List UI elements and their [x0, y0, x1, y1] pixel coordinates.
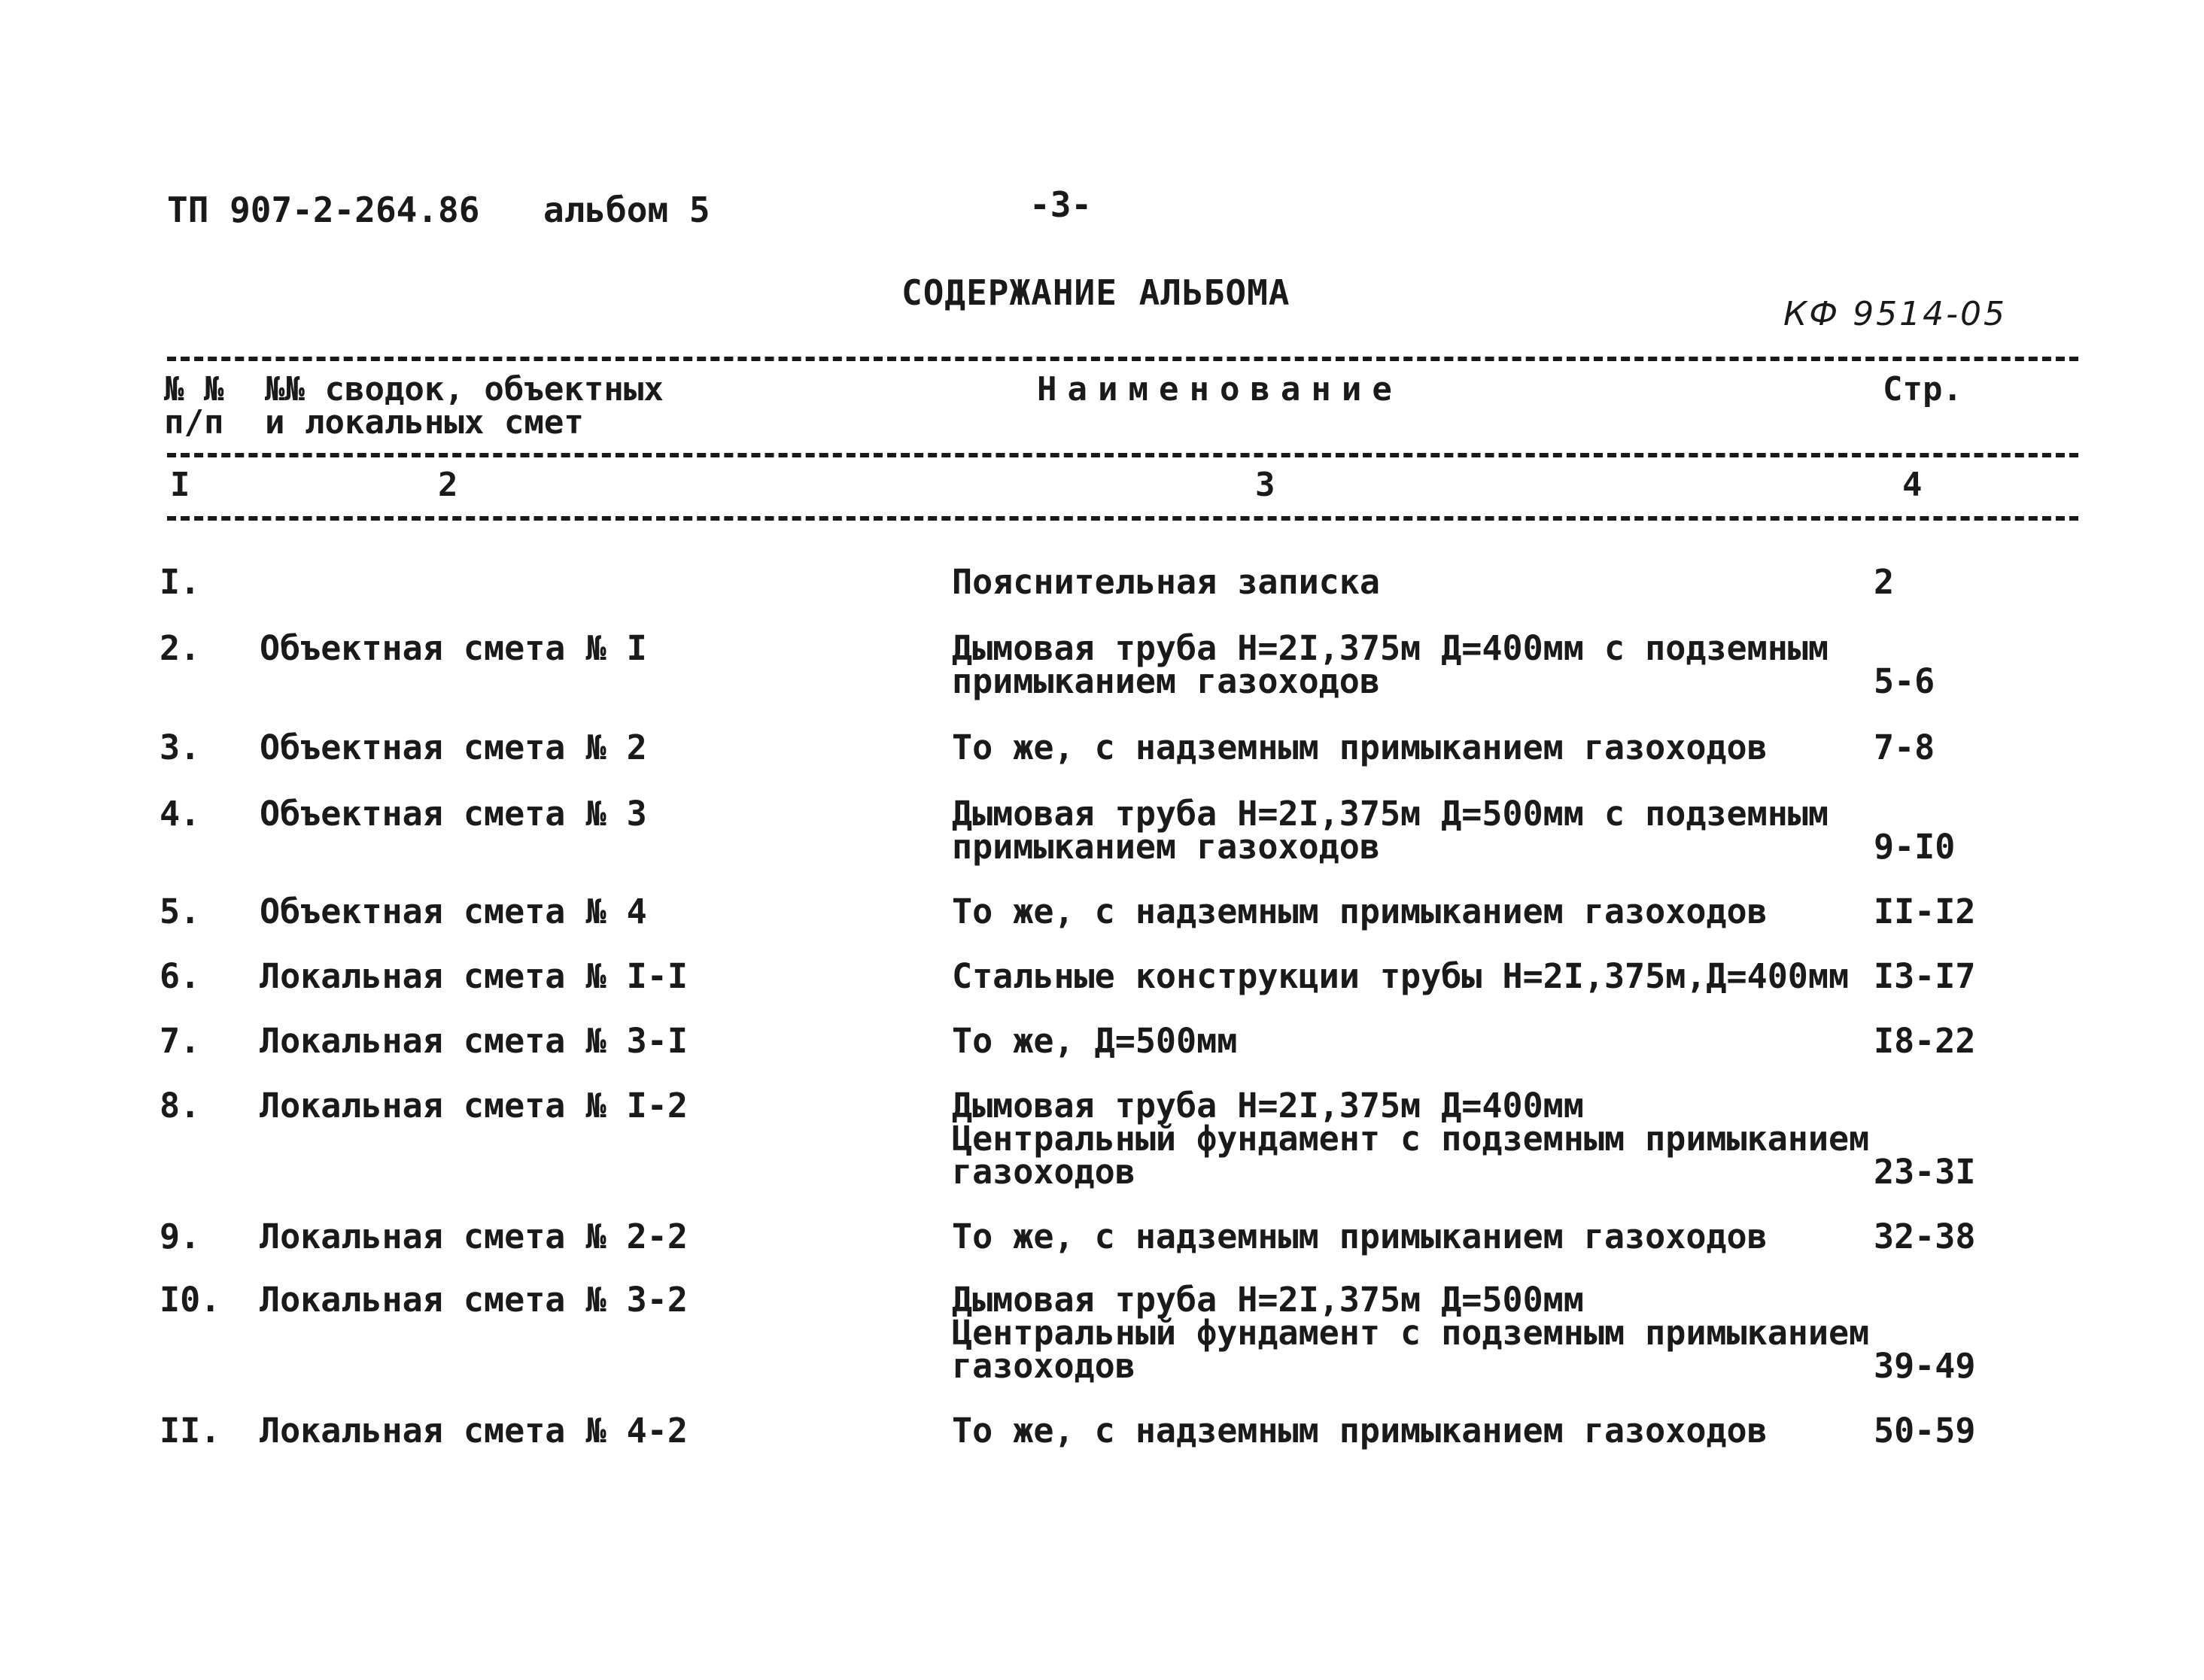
row-5-num: 5. [160, 892, 201, 931]
row-3-page: 7-8 [1874, 728, 1935, 767]
row-7-page: I8-22 [1874, 1021, 1976, 1061]
row-3-name: То же, с надземным примыканием газоходов [952, 728, 1768, 767]
row-4-num: 4. [160, 794, 201, 834]
row-1-num: I. [160, 562, 201, 602]
row-3-source: Объектная смета № 2 [260, 728, 647, 767]
col-header-num-line1: № № [164, 370, 224, 409]
row-6-num: 6. [160, 956, 201, 996]
row-7-num: 7. [160, 1021, 201, 1061]
col-header-source-line1: №№ сводок, объектных [265, 370, 664, 409]
row-2-source: Объектная смета № I [260, 628, 647, 668]
row-5-name: То же, с надземным примыканием газоходов [952, 892, 1768, 931]
col-number-2: 2 [438, 466, 458, 504]
document-code: ТП 907-2-264.86 [167, 190, 480, 230]
row-5-page: II-I2 [1874, 892, 1976, 931]
col-number-4: 4 [1902, 466, 1923, 504]
row-11-page: 50-59 [1874, 1411, 1976, 1451]
row-10-source: Локальная смета № 3-2 [260, 1280, 688, 1320]
row-11-num: II. [160, 1411, 221, 1451]
row-3-num: 3. [160, 728, 201, 767]
row-2-num: 2. [160, 628, 201, 668]
row-10-name: Дымовая труба Н=2I,375м Д=500мм Центральный фундамент с подземным примыканием газоходов [952, 1280, 1870, 1386]
row-10-num: I0. [160, 1280, 221, 1320]
row-4-name: Дымовая труба Н=2I,375м Д=500мм с подземным примыканием газоходов [952, 794, 1829, 867]
col-header-source [265, 370, 664, 442]
row-7-name: То же, Д=500мм [952, 1021, 1238, 1061]
page-number: -3- [1029, 184, 1093, 225]
row-9-name: То же, с надземным примыканием газоходов [952, 1217, 1768, 1256]
col-header-page: Стр. [1883, 370, 1962, 409]
row-2-page: 5-6 [1874, 661, 1935, 701]
row-1-page: 2 [1874, 562, 1895, 602]
row-9-num: 9. [160, 1217, 201, 1256]
col-header-num [164, 370, 224, 442]
header-divider-rule [167, 453, 2078, 457]
row-1-name: Пояснительная записка [952, 562, 1380, 602]
row-8-source: Локальная смета № I-2 [260, 1086, 688, 1126]
col-number-1: I [170, 466, 190, 504]
row-2-name: Дымовая труба Н=2I,375м Д=400мм с подземным примыканием газоходов [952, 628, 1829, 701]
col-number-3: 3 [1255, 466, 1275, 504]
row-11-source: Локальная смета № 4-2 [260, 1411, 688, 1451]
row-6-page: I3-I7 [1874, 956, 1976, 996]
row-8-num: 8. [160, 1086, 201, 1126]
row-9-page: 32-38 [1874, 1217, 1976, 1256]
page-title: СОДЕРЖАНИЕ АЛЬБОМА [901, 272, 1290, 313]
album-label: альбом 5 [543, 190, 710, 230]
row-8-name: Дымовая труба Н=2I,375м Д=400мм Центральный фундамент с подземным примыканием газоходов [952, 1086, 1870, 1192]
row-6-source: Локальная смета № I-I [260, 956, 688, 996]
header-bottom-rule [167, 516, 2078, 521]
col-header-source-line2: и локальных смет [265, 403, 584, 442]
row-4-source: Объектная смета № 3 [260, 794, 647, 834]
col-header-num-line2: п/п [164, 403, 224, 442]
row-5-source: Объектная смета № 4 [260, 892, 647, 931]
row-8-page: 23-3I [1874, 1152, 1976, 1192]
row-9-source: Локальная смета № 2-2 [260, 1217, 688, 1256]
row-7-source: Локальная смета № 3-I [260, 1021, 688, 1061]
row-11-name: То же, с надземным примыканием газоходов [952, 1411, 1768, 1451]
row-6-name: Стальные конструкции трубы Н=2I,375м,Д=400мм [952, 956, 1850, 996]
table-top-rule [167, 357, 2078, 361]
row-10-page: 39-49 [1874, 1346, 1976, 1386]
row-4-page: 9-I0 [1874, 827, 1956, 867]
archive-stamp: КФ 9514-05 [1783, 295, 2007, 333]
col-header-name: Наименование [1037, 370, 1403, 409]
